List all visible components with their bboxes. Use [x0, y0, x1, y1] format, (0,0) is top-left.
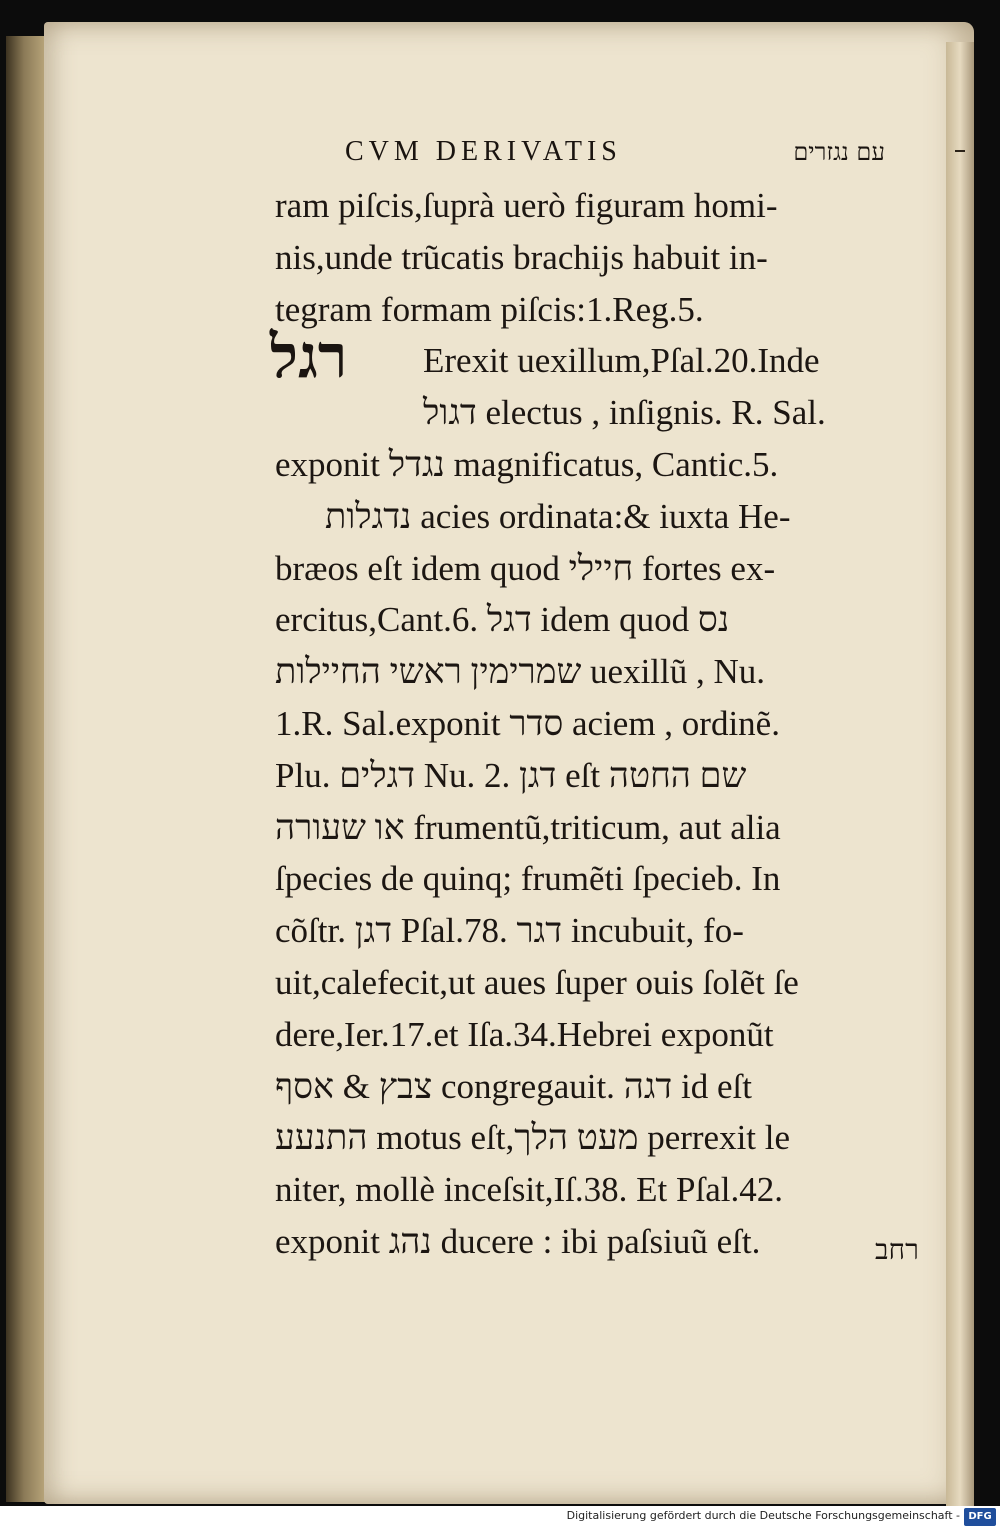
- text-line: niter, mollè inceſsit,Iſ.38. Et Pſal.42.: [275, 1170, 783, 1210]
- text-line: dere,Ier.17.et Iſa.34.Hebrei exponũt: [275, 1014, 774, 1054]
- text-line: צבץ & אסף congregauit. דגה id eſt: [275, 1066, 752, 1106]
- text-line: שמרימין ראשי החיילות uexillũ , Nu.: [275, 652, 766, 692]
- text-line: 1.R. Sal.exponit סדר aciem , ordinẽ.: [275, 703, 780, 743]
- text-line: או שעורה frumentũ,triticum, aut alia: [275, 807, 781, 847]
- text-line: bræos eſt idem quod חיילי fortes ex-: [275, 548, 776, 588]
- text-line: דגול electus , inſignis. R. Sal.: [423, 393, 826, 433]
- text-line: ſpecies de quinq; frumẽti ſpecieb. In: [275, 859, 781, 899]
- text-line: nis,unde trũcatis brachijs habuit in-: [275, 237, 768, 277]
- text-line: Erexit uexillum,Pſal.20.Inde: [423, 341, 820, 381]
- header-hebrew: עם נגזרים: [793, 137, 885, 166]
- text-line: ercitus,Cant.6. דגל idem quod נס: [275, 600, 730, 640]
- book-cover-edge: [6, 36, 46, 1502]
- dfg-logo: DFG: [964, 1508, 996, 1526]
- catchword: רחב: [875, 1233, 919, 1266]
- running-header: [345, 132, 885, 172]
- body-text: [275, 180, 955, 1268]
- text-line: Plu. דגלים Nu. 2. דגן eſt שם החטה: [275, 755, 747, 795]
- text-line: התנעע motus eſt,מעט הלך perrexit le: [275, 1118, 791, 1158]
- root-word-heading: רגל: [270, 322, 348, 392]
- text-line: exponit נגדל magnificatus, Cantic.5.: [275, 444, 779, 484]
- header-latin: CVM DERIVATIS: [345, 136, 622, 167]
- text-line: נדגלות acies ordinata:& iuxta He-: [325, 496, 791, 536]
- text-line: ram piſcis,ſuprà uerò figuram homi-: [275, 186, 778, 225]
- footer-bar: [0, 1506, 1000, 1529]
- text-line: tegram formam piſcis:1.Reg.5.: [275, 289, 704, 329]
- text-line: uit,calefecit,ut aues ſuper ouis ſolẽt ſe: [275, 962, 799, 1002]
- text-line: exponit נהג ducere : ibi paſsiuũ eſt.: [275, 1221, 761, 1261]
- header-dash: [955, 150, 965, 152]
- funding-credit: Digitalisierung gefördert durch die Deutsche Forschungsgemeinschaft -: [566, 1509, 960, 1522]
- text-line: cõſtr. דגן Pſal.78. דגר incubuit, fo-: [275, 911, 744, 951]
